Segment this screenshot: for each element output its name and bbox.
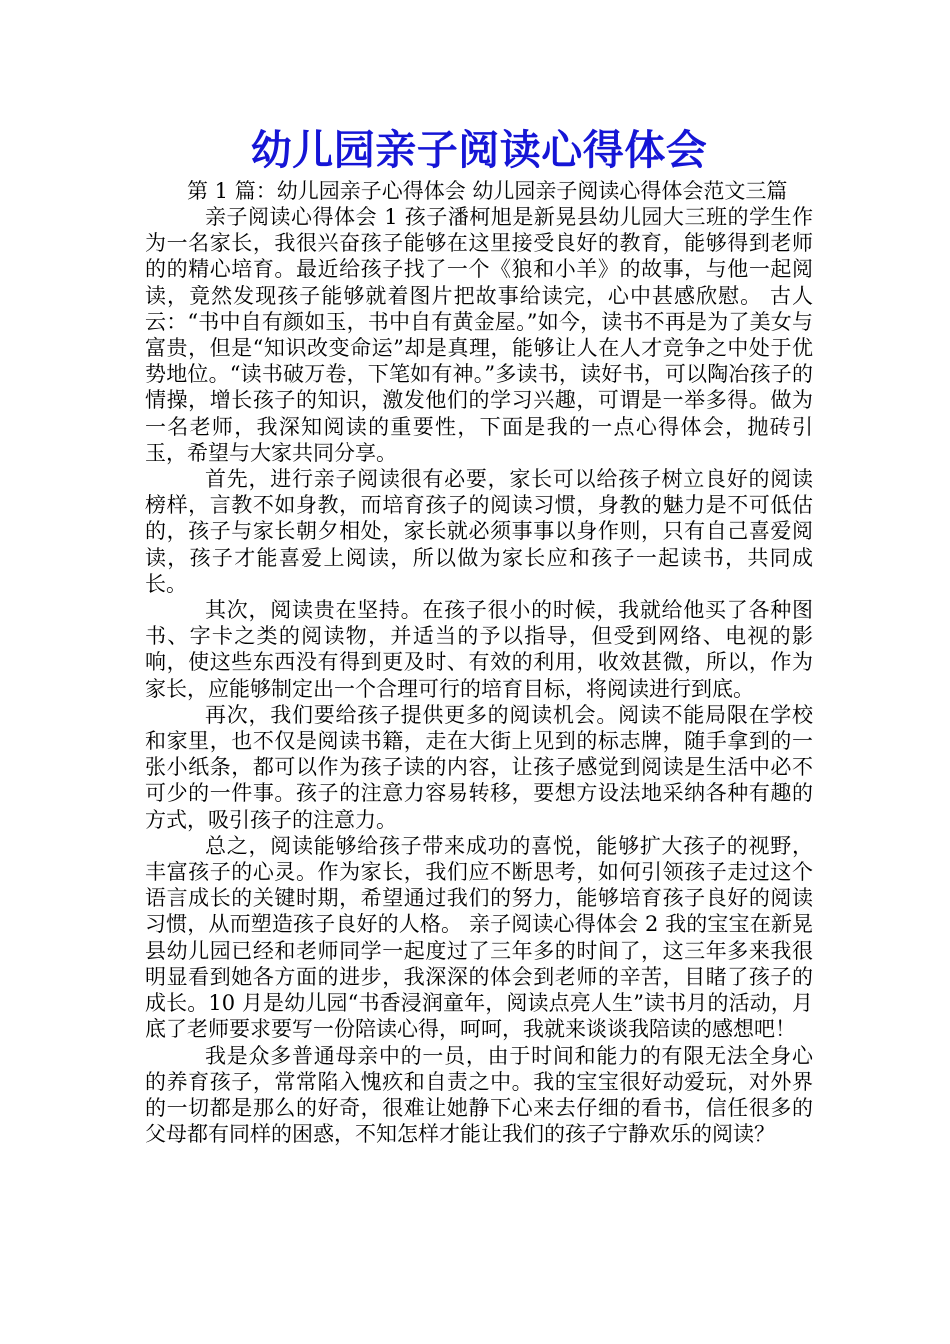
document-subtitle: 第 1 篇：幼儿园亲子心得体会 幼儿园亲子阅读心得体会范文三篇 xyxy=(187,179,788,203)
document-title: 幼儿园亲子阅读心得体会 xyxy=(250,126,708,174)
document-page xyxy=(145,122,813,1147)
paragraph-3: 其次，阅读贵在坚持。在孩子很小的时候，我就给他买了各种图书、字卡之类的阅读物，并适当的予以指导，但受到网络、电视的影响，使这些东西没有得到更及时、有效的利用，收效甚微，所以，作为家长，应能够制定出一个合理可行的培育目标，将阅读进行到底。 xyxy=(145,598,813,701)
paragraph-5: 总之，阅读能够给孩子带来成功的喜悦，能够扩大孩子的视野，丰富孩子的心灵。作为家长，我们应不断思考，如何引领孩子走过这个语言成长的关键时期，希望通过我们的努力，能够培育孩子良好的阅读习惯，从而塑造孩子良好的人格。 亲子阅读心得体会 2 我的宝宝在新晃县幼儿园已经和老师同学一起度过了三年多的时间了，这三年多来我很明显看到她各方面的进步，我深深的体会到老师的辛苦，目睹了孩子的成长。10 月是幼儿园“书香浸润童年，阅读点亮人生”读书月的活动，月底了老师要求要写一份陪读心得，呵呵，我就来谈谈我陪读的感想吧！ xyxy=(145,833,813,1042)
paragraph-4: 再次，我们要给孩子提供更多的阅读机会。阅读不能局限在学校和家里，也不仅是阅读书籍，走在大街上见到的标志牌，随手拿到的一张小纸条，都可以作为孩子读的内容，让孩子感觉到阅读是生活中必不可少的一件事。孩子的注意力容易转移，要想方设法地采纳各种有趣的方式，吸引孩子的注意力。 xyxy=(145,702,813,832)
paragraph-2: 首先，进行亲子阅读很有必要，家长可以给孩子树立良好的阅读榜样，言教不如身教，而培育孩子的阅读习惯，身教的魅力是不可低估的，孩子与家长朝夕相处，家长就必须事事以身作则，只有自己喜爱阅读，孩子才能喜爱上阅读，所以做为家长应和孩子一起读书，共同成长。 xyxy=(145,467,813,596)
paragraph-1: 亲子阅读心得体会 1 孩子潘柯旭是新晃县幼儿园大三班的学生作为一名家长，我很兴奋孩子能够在这里接受良好的教育，能够得到老师的的精心培育。最近给孩子找了一个《狼和小羊》的故事，与他一起阅读，竟然发现孩子能够就着图片把故事给读完，心中甚感欣慰。 古人云：“书中自有颜如玉，书中自有黄金屋。”如今，读书不再是为了美女与富贵，但是“知识改变命运”却是真理，能够让人在人才竞争之中处于优势地位。“读书破万卷，下笔如有神。”多读书，读好书，可以陶冶孩子的情操，增长孩子的知识，激发他们的学习兴趣，可谓是一举多得。做为一名老师，我深知阅读的重要性，下面是我的一点心得体会，抛砖引玉，希望与大家共同分享。 xyxy=(145,205,813,465)
paragraph-6: 我是众多普通母亲中的一员，由于时间和能力的有限无法全身心的养育孩子，常常陷入愧疚和自责之中。我的宝宝很好动爱玩，对外界的一切都是那么的好奇，很难让她静下心来去仔细的看书，信任很多的父母都有同样的困惑，不知怎样才能让我们的孩子宁静欢乐的阅读？ xyxy=(145,1043,813,1147)
